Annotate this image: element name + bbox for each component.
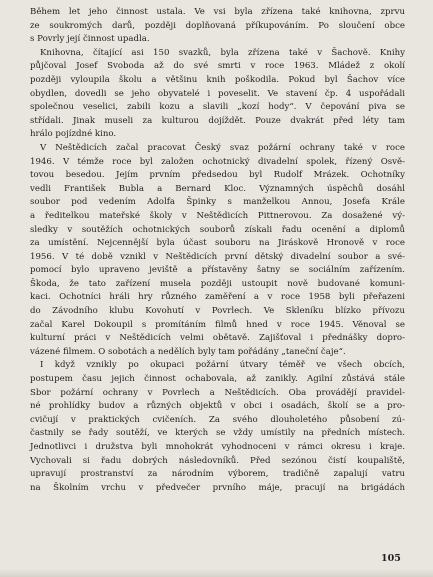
text-line: I když vznikly po okupaci požární útvary téměř ve všech obcích, bbox=[40, 360, 405, 371]
text-line: Sbor požární ochrany v Povrlech a Neštědicích. Oba provádějí pravidel- bbox=[30, 387, 405, 398]
text-line: za umístění. Nejcennější byla účast souboru na Jiráskově Hronově v roce bbox=[30, 238, 405, 249]
text-line: Škoda, že tato zařízení musela později ustoupit nově budované komuni- bbox=[30, 278, 405, 289]
text-line: později vyloupila školu a většinu knih poškodila. Pokud byl Šachov více bbox=[30, 74, 405, 85]
text-line: soubor pod vedením Adolfa Špinky s manželkou Annou, Josefa Krále bbox=[30, 197, 405, 208]
text-line: obydlen, dovedli se jeho obyvatelé i poveselit. Ve stavení čp. 4 uspořádali bbox=[30, 88, 405, 99]
text-line: vedli František Bubla a Bernard Kloc. Významných úspěchů dosáhl bbox=[30, 183, 405, 194]
text-line: do Závodního klubu Kovohutí v Povrlech. Ve Skleníku blízko přívozu bbox=[30, 306, 405, 317]
text-line: na Školním vrchu v předvečer prvního máje, pracují na brigádách bbox=[30, 482, 405, 493]
body-text bbox=[30, 6, 405, 495]
text-line: tovou besedou. Jejím prvním předsedou byl Rudolf Mrázek. Ochotníky bbox=[30, 170, 405, 181]
text-line: V Neštědicích začal pracovat Český svaz požární ochrany také v roce bbox=[40, 142, 405, 153]
text-line: sledky v soutěžích ochotnických souborů získali řadu ocenění a diplomů bbox=[30, 224, 405, 235]
text-line: Během let jeho činnost ustala. Ve vsi byla zřízena také knihovna, zprvu bbox=[30, 7, 405, 17]
text-line: hrálo pojízdné kino. bbox=[30, 129, 117, 140]
text-line: pomocí bylo upraveno jeviště a přístavěny šatny se sociálním zařízením. bbox=[30, 265, 405, 276]
text-line: a ředitelkou mateřské školy v Neštědicích Pittnerovou. Za dosažené vý- bbox=[30, 210, 405, 221]
text-line: cvičují v praktických cvičeních. Za svého dlouholetého působení zú- bbox=[30, 414, 405, 425]
text-line: ze soukromých darů, později doplňovaná příkupováním. Po sloučení obce bbox=[30, 20, 405, 31]
text-line: postupem času jejich činnost ochabovala, až zanikly. Agilní zůstává stále bbox=[30, 374, 405, 385]
text-line: Jednotlivci i družstva byli mnohokrát vyhodnoceni v rámci okresu i kraje. bbox=[30, 442, 405, 452]
text-line: né prohlídky budov a různých objektů v obci i osadách, školí se a pro- bbox=[30, 401, 405, 412]
text-line: 1946. V témže roce byl založen ochotnický divadelní spolek, řízený Osvě- bbox=[30, 156, 405, 167]
text-line: častnily se řady soutěží, ve kterých se vždy umístily na předních místech. bbox=[30, 428, 405, 439]
text-line: 1956. V té době vznikl v Neštědicích první dětský divadelní soubor a své- bbox=[30, 251, 405, 262]
text-line: půjčoval Josef Svoboda až do své smrti v roce 1963. Mládež z okolí bbox=[30, 61, 405, 72]
text-line: upravují prostranství za národním výborem, tradičně zapalují vatru bbox=[30, 469, 405, 480]
text-line: kaci. Ochotníci hráli hry různého zaměření a v roce 1958 byli přeřazeni bbox=[30, 292, 405, 303]
text-line: vázené filmem. O sobotách a nedělích byly tam pořádány „taneční čaje“. bbox=[30, 346, 346, 357]
page-number: 105 bbox=[381, 553, 401, 564]
text-line: střídali. Jinak museli za kulturou dojíždět. Pouze dvakrát před léty tam bbox=[30, 115, 405, 126]
text-line: společnou veselici, zabili kozu a slavili „kozí hody“. V čepování piva se bbox=[30, 102, 405, 113]
text-line: kulturní práci v Neštědicích velmi obětavě. Zajišťoval i přednášky dopro- bbox=[30, 333, 405, 344]
text-line: s Povrly její činnost upadla. bbox=[30, 34, 150, 45]
text-line: Vychovali si řadu dobrých následovníků. Před sezónou čistí koupaliště, bbox=[30, 455, 405, 466]
text-line: Knihovna, čítající asi 150 svazků, byla zřízena také v Šachově. Knihy bbox=[40, 47, 405, 58]
text-line: začal Karel Dokoupil s promítáním filmů hned v roce 1945. Věnoval se bbox=[30, 319, 405, 330]
page-edge-shadow bbox=[0, 569, 433, 577]
